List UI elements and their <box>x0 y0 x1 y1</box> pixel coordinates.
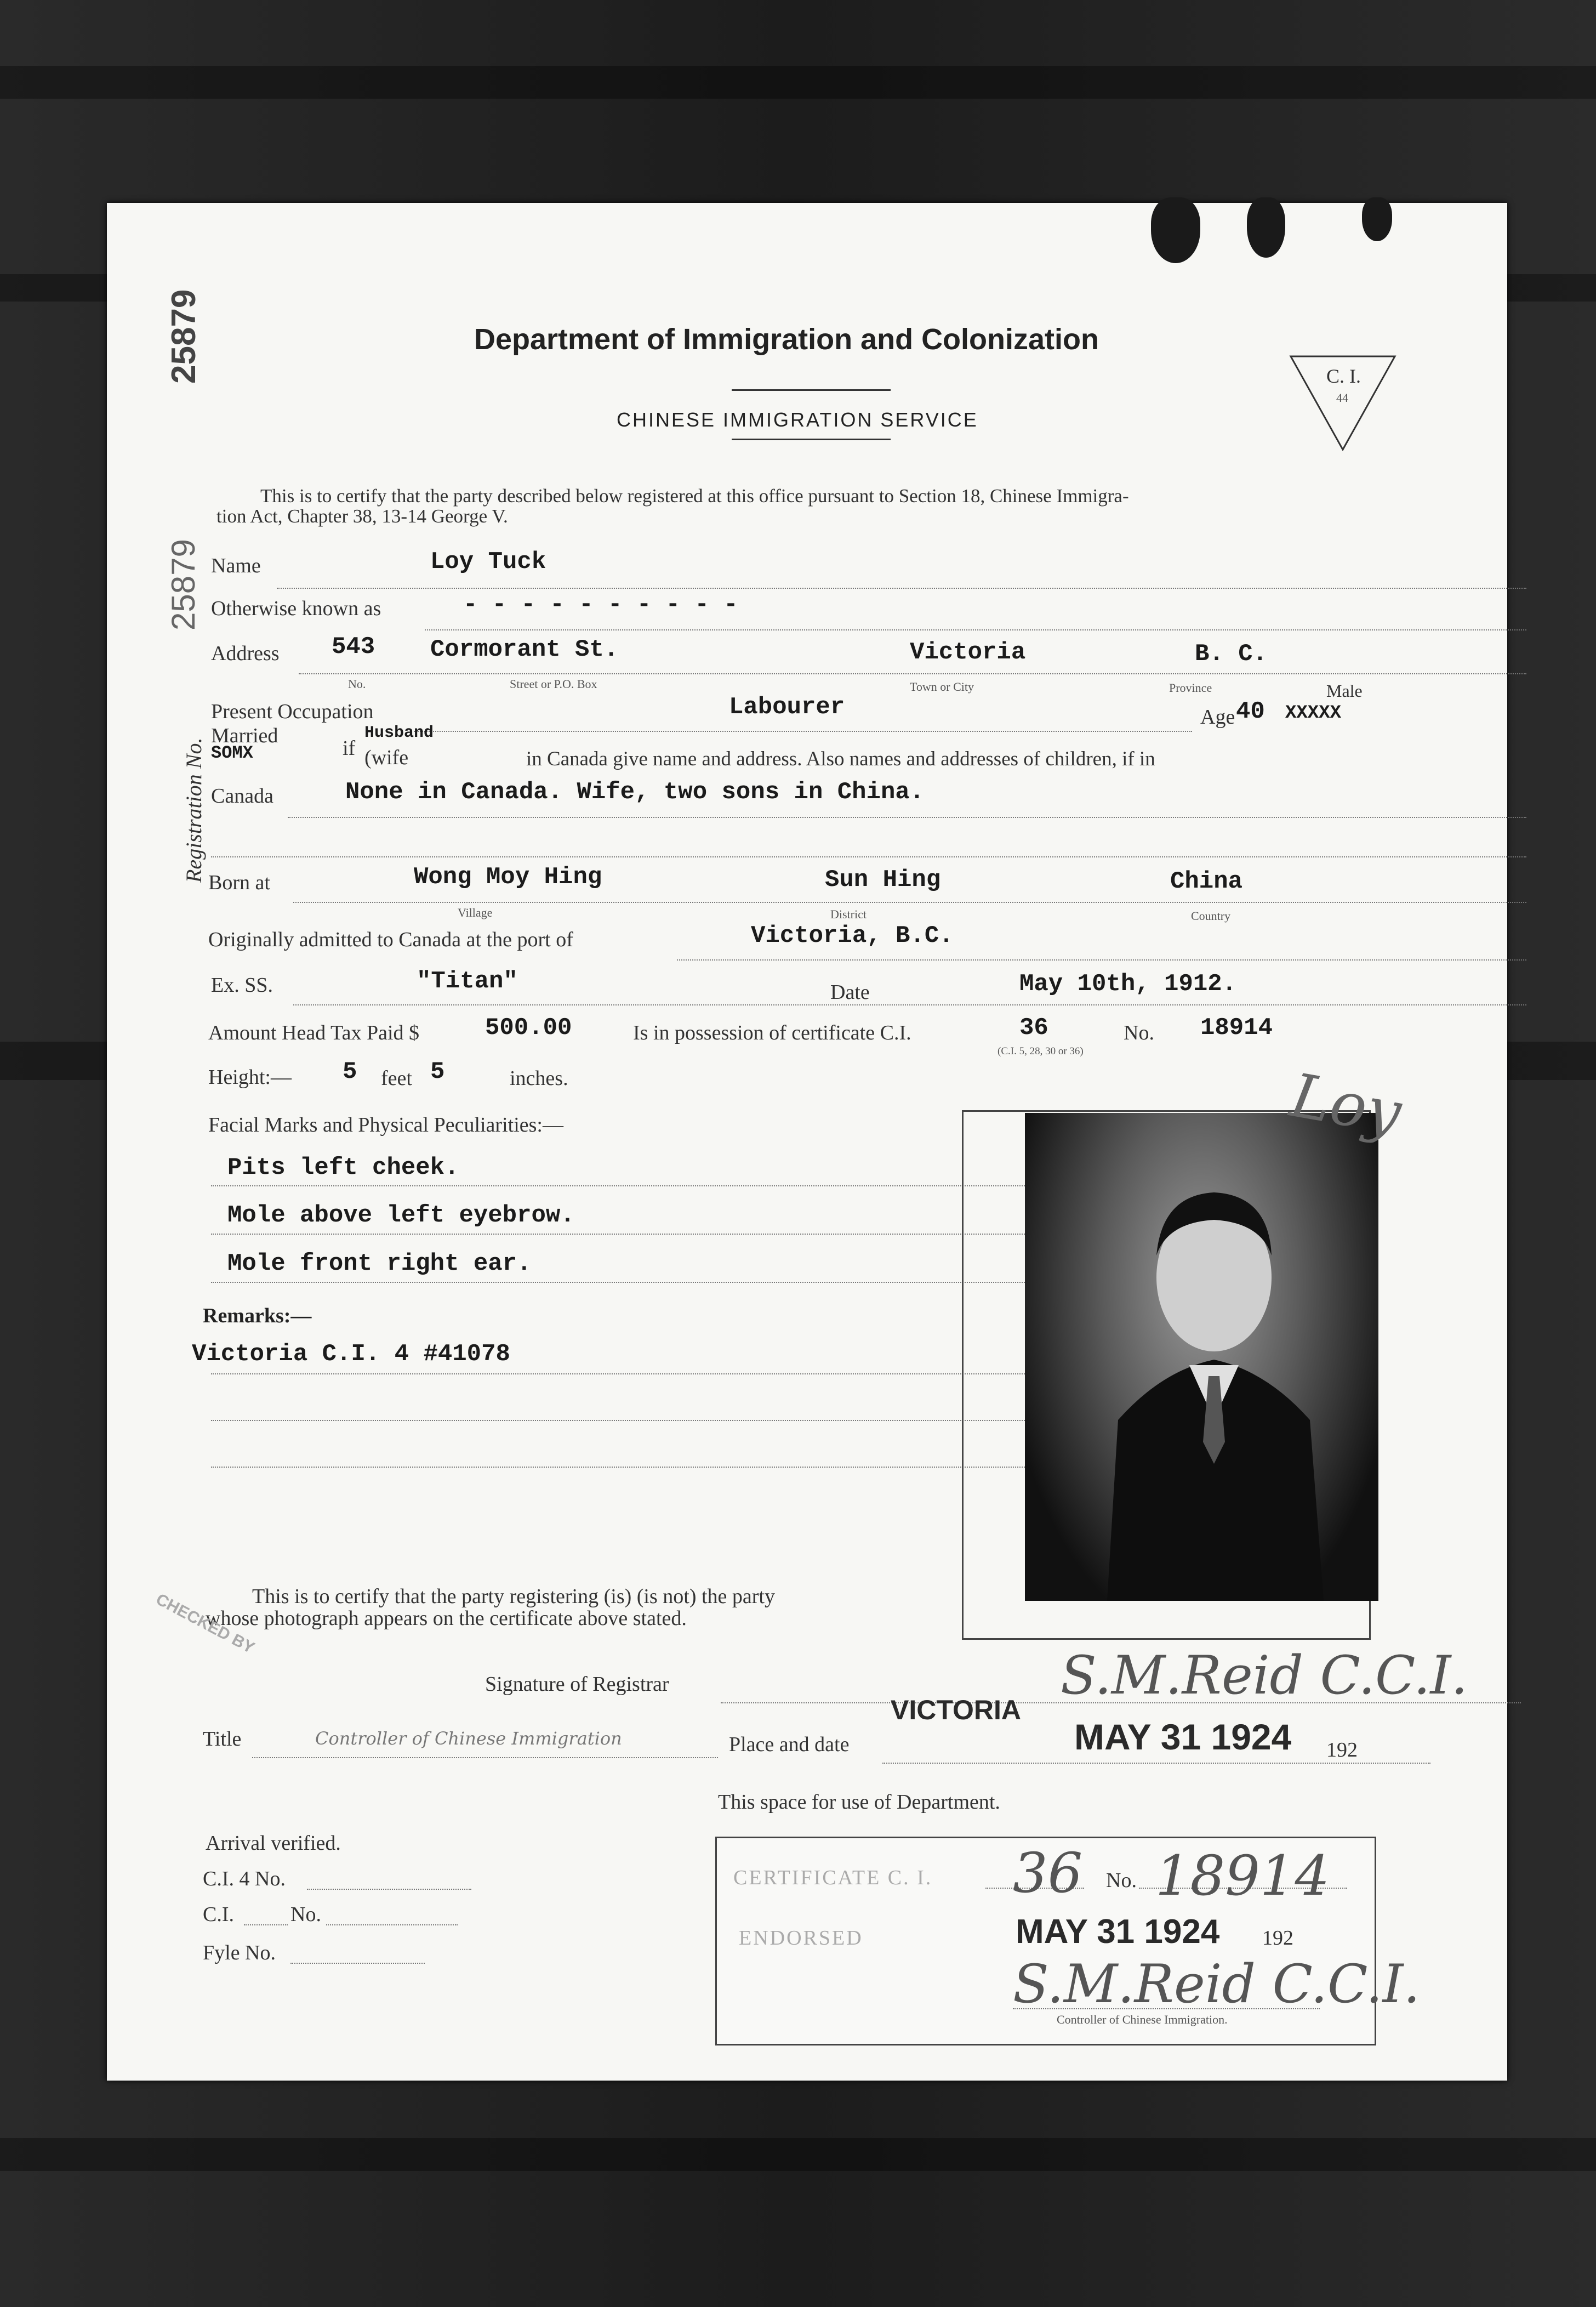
certify-text-1: This is to certify that the party described below registered at this office pursuant to Section 18, Chinese Immigra- <box>260 485 1129 507</box>
serial-number: 25879 <box>165 289 203 384</box>
possession-label: Is in possession of certificate C.I. <box>633 1021 911 1044</box>
mark-1: Pits left cheek. <box>227 1154 459 1181</box>
cert-label: CERTIFICATE C. I. <box>733 1866 933 1889</box>
born-village: Wong Moy Hing <box>414 863 602 891</box>
born-label: Born at <box>208 871 270 894</box>
canada-line <box>288 817 1526 818</box>
canada-label: Canada <box>211 785 273 808</box>
height-inches: 5 <box>430 1058 445 1086</box>
born-sub-country: Country <box>1191 909 1231 923</box>
certify-line-1: This is to certify that the party registering (is) (is not) the party <box>252 1585 775 1608</box>
occupation-label: Present Occupation <box>211 700 374 723</box>
age-value: 40 <box>1236 698 1265 725</box>
paper-tear <box>1151 197 1200 263</box>
form-badge <box>1288 354 1398 452</box>
arrival-date: May 10th, 1912. <box>1019 970 1237 998</box>
address-sub-no: No. <box>348 677 366 691</box>
endorsed-date: MAY 31 1924 <box>1016 1913 1220 1951</box>
age-label: Age <box>1200 706 1235 729</box>
address-label: Address <box>211 642 280 665</box>
certify-line-2: whose photograph appears on the certificate above stated. <box>206 1607 687 1630</box>
ci-no-line <box>326 1924 458 1925</box>
mark-line <box>211 1282 1044 1283</box>
name-label: Name <box>211 554 261 577</box>
department-use-heading: This space for use of Department. <box>718 1791 1000 1814</box>
title-value: Controller of Chinese Immigration <box>315 1728 622 1749</box>
name-value: Loy Tuck <box>430 548 546 576</box>
cert-ci: 36 <box>1013 1841 1083 1905</box>
mark-3: Mole front right ear. <box>227 1250 532 1277</box>
otherwise-line <box>425 629 1526 630</box>
photo-annotation: Loy <box>1285 1060 1407 1149</box>
year-suffix: 192 <box>1326 1738 1358 1761</box>
endorsed-year: 192 <box>1262 1927 1293 1950</box>
address-city: Victoria <box>910 639 1026 666</box>
registrar-signature: S.M.Reid C.C.I. <box>1061 1645 1468 1706</box>
otherwise-label: Otherwise known as <box>211 597 381 620</box>
certify-text-2: tion Act, Chapter 38, 13-14 George V. <box>216 505 508 527</box>
registration-label: Registration No. <box>181 737 206 883</box>
husband-value: Husband <box>364 724 434 742</box>
remarks-line <box>211 1373 1044 1374</box>
title-line <box>252 1757 718 1758</box>
certificate-paper <box>107 203 1507 2081</box>
address-province: B. C. <box>1195 640 1268 668</box>
form-badge-number: 44 <box>1336 391 1348 405</box>
mark-2: Mole above left eyebrow. <box>227 1202 575 1229</box>
cert-no: 18914 <box>1155 1844 1330 1908</box>
remarks-line <box>211 1467 1044 1468</box>
height-label: Height:— <box>208 1066 292 1089</box>
place-label: Place and date <box>729 1733 850 1756</box>
endorsement-box <box>715 1837 1420 2045</box>
inches-label: inches. <box>510 1067 568 1090</box>
arrival-verified: Arrival verified. <box>206 1832 341 1855</box>
mark-line <box>211 1234 1044 1235</box>
mark-line <box>211 1185 1044 1186</box>
no-label: No. <box>1124 1021 1154 1044</box>
header-rule <box>732 389 891 391</box>
wife-value: (wife <box>364 746 409 769</box>
marks-label: Facial Marks and Physical Peculiarities:— <box>208 1113 563 1137</box>
admitted-line <box>677 959 1526 961</box>
sex-value: Male <box>1326 681 1363 701</box>
born-line <box>293 902 1526 903</box>
applicant-photo <box>1025 1113 1378 1601</box>
ci-label: C.I. <box>203 1903 234 1926</box>
port-value: Victoria, B.C. <box>751 922 954 950</box>
endorsed-label: ENDORSED <box>739 1927 863 1950</box>
ci-sub-label: (C.I. 5, 28, 30 or 36) <box>998 1045 1084 1057</box>
address-sub-town: Town or City <box>910 680 974 694</box>
height-feet: 5 <box>343 1058 357 1086</box>
canada-text: in Canada give name and address. Also names and addresses of children, if in <box>526 748 1155 770</box>
scan-band <box>0 66 1596 99</box>
signature-label: Signature of Registrar <box>485 1673 669 1696</box>
fyle-line <box>290 1963 425 1964</box>
controller-signature: S.M.Reid C.C.I. <box>1013 1953 1420 2015</box>
ci-no-label: No. <box>290 1903 321 1926</box>
controller-line <box>1013 2008 1320 2009</box>
date-label: Date <box>830 981 870 1004</box>
ci4-line <box>307 1889 471 1890</box>
service-title: CHINESE IMMIGRATION SERVICE <box>617 408 978 431</box>
headtax-value: 500.00 <box>485 1014 572 1042</box>
family-value: None in Canada. Wife, two sons in China. <box>345 779 925 806</box>
canada-line-2 <box>211 856 1526 857</box>
remarks-value: Victoria C.I. 4 #41078 <box>192 1340 510 1368</box>
born-sub-village: Village <box>458 906 493 919</box>
place-value: VICTORIA <box>891 1695 1021 1725</box>
fyle-label: Fyle No. <box>203 1941 276 1964</box>
certificate-number: 18914 <box>1200 1014 1273 1042</box>
occupation-value: Labourer <box>729 694 845 721</box>
born-sub-district: District <box>830 907 867 921</box>
portrait-icon <box>1025 1113 1378 1601</box>
scan-band <box>0 2138 1596 2171</box>
ci-line <box>244 1924 288 1925</box>
ship-value: "Titan" <box>417 968 518 995</box>
if-label: if <box>343 737 356 760</box>
address-street: Cormorant St. <box>430 636 619 663</box>
ci4-label: C.I. 4 No. <box>203 1867 286 1890</box>
form-badge-code: C. I. <box>1326 365 1361 387</box>
place-line <box>882 1763 1430 1764</box>
feet-label: feet <box>381 1067 412 1090</box>
address-number: 543 <box>332 633 375 661</box>
ci-number: 36 <box>1019 1014 1048 1042</box>
born-country: China <box>1170 868 1243 895</box>
address-line <box>299 673 1526 674</box>
otherwise-value: - - - - - - - - - - <box>463 591 738 618</box>
address-sub-street: Street or P.O. Box <box>510 677 597 691</box>
header-rule <box>732 439 891 440</box>
remarks-line <box>211 1420 1044 1421</box>
admitted-label: Originally admitted to Canada at the port of <box>208 928 573 951</box>
born-district: Sun Hing <box>825 866 941 894</box>
ship-line <box>293 1004 1526 1005</box>
controller-label: Controller of Chinese Immigration. <box>1057 2013 1228 2026</box>
sex-struck: XXXXX <box>1285 703 1342 724</box>
ship-label: Ex. SS. <box>211 974 273 997</box>
department-title: Department of Immigration and Colonization <box>474 323 1099 356</box>
checked-stamp: CHECKED BY <box>153 1590 258 1657</box>
occupation-line <box>414 731 1192 732</box>
name-line <box>277 588 1526 589</box>
married-struck: SOMX <box>211 743 253 763</box>
registration-number: 25879 <box>165 539 202 630</box>
paper-tear <box>1362 197 1392 241</box>
title-label: Title <box>203 1728 242 1751</box>
headtax-label: Amount Head Tax Paid $ <box>208 1021 420 1044</box>
address-sub-province: Province <box>1169 681 1212 695</box>
married-label: Married <box>211 724 278 747</box>
place-date: MAY 31 1924 <box>1074 1717 1292 1757</box>
remarks-label: Remarks:— <box>203 1304 312 1327</box>
cert-no-label: No. <box>1106 1869 1137 1892</box>
paper-tear <box>1247 197 1285 258</box>
